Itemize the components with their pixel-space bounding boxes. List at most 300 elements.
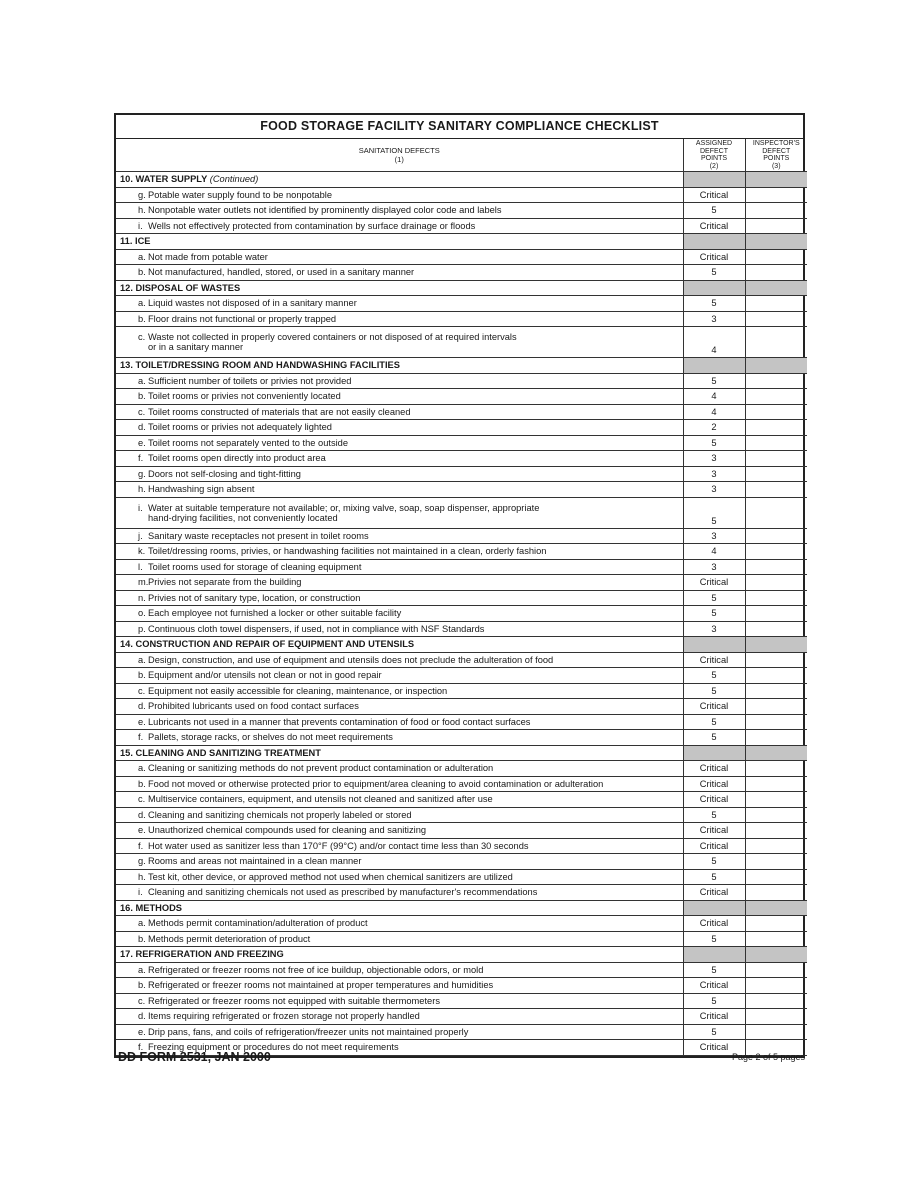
defect-description xyxy=(116,683,683,699)
defect-description xyxy=(116,869,683,885)
assigned-defect-points: 4 xyxy=(683,327,745,358)
item-letter: d. xyxy=(138,701,146,712)
inspector-defect-points-field[interactable] xyxy=(745,916,807,932)
checklist-item-row xyxy=(116,807,807,823)
inspector-defect-points-field[interactable] xyxy=(745,528,807,544)
defect-description xyxy=(116,823,683,839)
item-text: Freezing equipment or procedures do not meet requirements xyxy=(148,1042,399,1053)
item-letter: k. xyxy=(138,546,146,557)
item-text: Equipment and/or utensils not clean or not in good repair xyxy=(148,670,382,681)
item-text: Continuous cloth towel dispensers, if used, not in compliance with NSF Standards xyxy=(148,623,485,634)
item-text: Design, construction, and use of equipment and utensils does not preclude the adulteration of food xyxy=(148,654,554,665)
item-letter: d. xyxy=(138,1011,146,1022)
item-letter: c. xyxy=(138,332,146,342)
item-letter: m. xyxy=(138,577,149,588)
assigned-defect-points: 5 xyxy=(683,683,745,699)
inspector-defect-points-field[interactable] xyxy=(745,978,807,994)
shaded-cell xyxy=(683,900,745,916)
item-text-continued: or in a sanitary manner xyxy=(148,342,244,352)
checklist-item-row xyxy=(116,668,807,684)
section-title-text: 15. CLEANING AND SANITIZING TREATMENT xyxy=(120,747,321,758)
assigned-defect-points: 5 xyxy=(683,962,745,978)
inspector-defect-points-field[interactable] xyxy=(745,869,807,885)
assigned-defect-points: 5 xyxy=(683,265,745,281)
defect-description xyxy=(116,885,683,901)
checklist-item-row xyxy=(116,544,807,560)
defect-description xyxy=(116,931,683,947)
item-letter: a. xyxy=(138,763,146,774)
checklist-item-row xyxy=(116,730,807,746)
inspector-defect-points-field[interactable] xyxy=(745,854,807,870)
item-text: Methods permit deterioration of product xyxy=(148,933,311,944)
checklist-item-row xyxy=(116,249,807,265)
defect-description xyxy=(116,559,683,575)
inspector-defect-points-field[interactable] xyxy=(745,203,807,219)
item-letter: a. xyxy=(138,251,146,262)
inspector-defect-points-field[interactable] xyxy=(745,730,807,746)
checklist-item-row xyxy=(116,761,807,777)
checklist-item-row xyxy=(116,296,807,312)
inspector-defect-points-field[interactable] xyxy=(745,404,807,420)
inspector-defect-points-field[interactable] xyxy=(745,993,807,1009)
item-text: Water at suitable temperature not available; or, mixing valve, soap, soap dispenser, appropriate xyxy=(148,502,540,513)
item-text: Potable water supply found to be nonpotable xyxy=(148,189,333,200)
item-text: Items requiring refrigerated or frozen storage not properly handled xyxy=(148,1011,420,1022)
item-letter: j. xyxy=(138,530,143,541)
item-letter: a. xyxy=(138,918,146,929)
shaded-cell xyxy=(745,947,807,963)
checklist-item-row xyxy=(116,435,807,451)
column-header-inspector-points: INSPECTOR'S DEFECT POINTS (3) xyxy=(745,139,807,172)
item-text: Hot water used as sanitizer less than 170°F (99°C) and/or contact time less than 30 seconds xyxy=(148,840,529,851)
defect-description xyxy=(116,327,683,358)
defect-description xyxy=(116,373,683,389)
section-title xyxy=(116,280,683,296)
checklist-item-row xyxy=(116,962,807,978)
inspector-defect-points-field[interactable] xyxy=(745,823,807,839)
defect-description xyxy=(116,1009,683,1025)
section-title-text: 13. TOILET/DRESSING ROOM AND HANDWASHING FACILITIES xyxy=(120,360,400,371)
inspector-defect-points-field[interactable] xyxy=(745,807,807,823)
section-title-text: 16. METHODS xyxy=(120,902,182,913)
item-text-continued: hand-drying facilities, not conveniently located xyxy=(148,512,338,523)
inspector-defect-points-field[interactable] xyxy=(745,885,807,901)
assigned-defect-points: Critical xyxy=(683,792,745,808)
item-text: Floor drains not functional or properly trapped xyxy=(148,313,337,324)
assigned-defect-points: Critical xyxy=(683,249,745,265)
item-text: Test kit, other device, or approved method not used when chemical sanitizers are utilized xyxy=(148,871,513,882)
checklist-item-row xyxy=(116,590,807,606)
item-letter: e. xyxy=(138,825,146,836)
item-letter: i. xyxy=(138,887,143,898)
item-letter: a. xyxy=(138,654,146,665)
checklist-item-row xyxy=(116,1009,807,1025)
item-letter: c. xyxy=(138,685,146,696)
shaded-cell xyxy=(683,358,745,374)
inspector-defect-points-field[interactable] xyxy=(745,838,807,854)
checklist-item-row xyxy=(116,776,807,792)
assigned-defect-points: Critical xyxy=(683,838,745,854)
item-letter: h. xyxy=(138,871,146,882)
assigned-defect-points: Critical xyxy=(683,218,745,234)
defect-description xyxy=(116,528,683,544)
inspector-defect-points-field[interactable] xyxy=(745,575,807,591)
item-letter: f. xyxy=(138,732,144,743)
item-letter: b. xyxy=(138,933,146,944)
inspector-defect-points-field[interactable] xyxy=(745,652,807,668)
item-letter: g. xyxy=(138,189,146,200)
checklist-item-row xyxy=(116,916,807,932)
inspector-defect-points-field[interactable] xyxy=(745,668,807,684)
item-text: Toilet rooms used for storage of cleaning equipment xyxy=(148,561,362,572)
section-title xyxy=(116,900,683,916)
item-text: Toilet rooms or privies not adequately lighted xyxy=(148,422,332,433)
defect-description xyxy=(116,792,683,808)
shaded-cell xyxy=(745,637,807,653)
defect-description xyxy=(116,497,683,528)
item-text: Drip pans, fans, and coils of refrigeration/freezer units not maintained properly xyxy=(148,1026,469,1037)
assigned-defect-points: 5 xyxy=(683,869,745,885)
item-letter: h. xyxy=(138,205,146,216)
inspector-defect-points-field[interactable] xyxy=(745,683,807,699)
checklist-item-row xyxy=(116,699,807,715)
checklist-item-row xyxy=(116,575,807,591)
item-letter: c. xyxy=(138,794,146,805)
section-title-text: 12. DISPOSAL OF WASTES xyxy=(120,282,241,293)
inspector-defect-points-field[interactable] xyxy=(745,389,807,405)
checklist-item-row xyxy=(116,373,807,389)
inspector-defect-points-field[interactable] xyxy=(745,590,807,606)
checklist-item-row xyxy=(116,497,807,528)
shaded-cell xyxy=(745,234,807,250)
item-text: Toilet rooms open directly into product area xyxy=(148,453,326,464)
item-text: Methods permit contamination/adulteration of product xyxy=(148,918,368,929)
section-title-text: 17. REFRIGERATION AND FREEZING xyxy=(120,949,284,960)
defect-description xyxy=(116,854,683,870)
inspector-defect-points-field[interactable] xyxy=(745,699,807,715)
assigned-defect-points: 4 xyxy=(683,389,745,405)
assigned-defect-points: 3 xyxy=(683,451,745,467)
defect-description xyxy=(116,466,683,482)
checklist-item-row xyxy=(116,389,807,405)
column-header-row xyxy=(116,139,807,172)
inspector-defect-points-field[interactable] xyxy=(745,373,807,389)
section-continued-label: (Continued) xyxy=(209,174,259,185)
assigned-defect-points: 5 xyxy=(683,1024,745,1040)
item-letter: b. xyxy=(138,313,146,324)
assigned-defect-points: 5 xyxy=(683,807,745,823)
item-letter: i. xyxy=(138,220,143,231)
assigned-defect-points: Critical xyxy=(683,761,745,777)
item-letter: b. xyxy=(138,267,146,278)
defect-description xyxy=(116,714,683,730)
item-text: Cleaning and sanitizing chemicals not properly labeled or stored xyxy=(148,809,412,820)
checklist-item-row xyxy=(116,652,807,668)
defect-description xyxy=(116,838,683,854)
item-letter: d. xyxy=(138,422,146,433)
section-title-text: 10. WATER SUPPLY xyxy=(120,174,208,185)
checklist-item-row xyxy=(116,187,807,203)
item-letter: i. xyxy=(138,502,143,513)
section-header-row xyxy=(116,358,807,374)
item-letter: a. xyxy=(138,375,146,386)
defect-description xyxy=(116,1024,683,1040)
shaded-cell xyxy=(683,637,745,653)
checklist-item-row xyxy=(116,978,807,994)
defect-description xyxy=(116,435,683,451)
assigned-defect-points: 5 xyxy=(683,606,745,622)
checklist-item-row xyxy=(116,854,807,870)
section-title xyxy=(116,637,683,653)
defect-description xyxy=(116,962,683,978)
item-text: Each employee not furnished a locker or other suitable facility xyxy=(148,608,402,619)
defect-description xyxy=(116,389,683,405)
assigned-defect-points: 5 xyxy=(683,203,745,219)
shaded-cell xyxy=(683,745,745,761)
inspector-defect-points-field[interactable] xyxy=(745,466,807,482)
checklist-item-row xyxy=(116,823,807,839)
shaded-cell xyxy=(745,358,807,374)
inspector-defect-points-field[interactable] xyxy=(745,792,807,808)
item-text: Refrigerated or freezer rooms not equipped with suitable thermometers xyxy=(148,995,440,1006)
shaded-cell xyxy=(683,947,745,963)
assigned-defect-points: Critical xyxy=(683,885,745,901)
section-title-text: 14. CONSTRUCTION AND REPAIR OF EQUIPMENT AND UTENSILS xyxy=(120,639,415,650)
defect-description xyxy=(116,621,683,637)
shaded-cell xyxy=(745,280,807,296)
defect-description xyxy=(116,590,683,606)
checklist-table xyxy=(116,139,807,1056)
section-header-row xyxy=(116,947,807,963)
shaded-cell xyxy=(683,172,745,188)
checklist-item-row xyxy=(116,327,807,358)
defect-description xyxy=(116,404,683,420)
defect-description xyxy=(116,807,683,823)
item-text: Privies not of sanitary type, location, or construction xyxy=(148,592,361,603)
checklist-item-row xyxy=(116,466,807,482)
item-text: Equipment not easily accessible for cleaning, maintenance, or inspection xyxy=(148,685,448,696)
defect-description xyxy=(116,420,683,436)
shaded-cell xyxy=(745,745,807,761)
inspector-defect-points-field[interactable] xyxy=(745,482,807,498)
item-text: Toilet/dressing rooms, privies, or handwashing facilities not maintained in a clean, orderly fashion xyxy=(148,546,547,557)
form-id: DD FORM 2531, JAN 2000 xyxy=(118,1050,271,1064)
assigned-defect-points: Critical xyxy=(683,776,745,792)
inspector-defect-points-field[interactable] xyxy=(745,265,807,281)
assigned-defect-points: 3 xyxy=(683,311,745,327)
item-letter: f. xyxy=(138,840,144,851)
item-letter: d. xyxy=(138,809,146,820)
item-text: Pallets, storage racks, or shelves do not meet requirements xyxy=(148,732,393,743)
inspector-defect-points-field[interactable] xyxy=(745,435,807,451)
item-letter: o. xyxy=(138,608,146,619)
item-text: Doors not self-closing and tight-fitting xyxy=(148,468,301,479)
assigned-defect-points: 2 xyxy=(683,420,745,436)
item-text: Sufficient number of toilets or privies not provided xyxy=(148,375,352,386)
checklist-item-row xyxy=(116,606,807,622)
item-text: Rooms and areas not maintained in a clean manner xyxy=(148,856,362,867)
page-number: Page 2 of 5 pages xyxy=(731,1052,805,1062)
checklist-item-row xyxy=(116,993,807,1009)
defect-description xyxy=(116,730,683,746)
checklist-item-row xyxy=(116,404,807,420)
section-header-row xyxy=(116,234,807,250)
checklist-item-row xyxy=(116,559,807,575)
item-text: Sanitary waste receptacles not present in toilet rooms xyxy=(148,530,369,541)
section-title-text: 11. ICE xyxy=(120,236,151,247)
assigned-defect-points: 5 xyxy=(683,668,745,684)
checklist-item-row xyxy=(116,1024,807,1040)
section-header-row xyxy=(116,745,807,761)
section-title xyxy=(116,172,683,188)
shaded-cell xyxy=(745,172,807,188)
assigned-defect-points: Critical xyxy=(683,699,745,715)
inspector-defect-points-field[interactable] xyxy=(745,962,807,978)
item-text: Prohibited lubricants used on food contact surfaces xyxy=(148,701,359,712)
checklist-item-row xyxy=(116,203,807,219)
inspector-defect-points-field[interactable] xyxy=(745,497,807,528)
item-text: Waste not collected in properly covered containers or not disposed of at required intervals xyxy=(148,332,517,342)
inspector-defect-points-field[interactable] xyxy=(745,420,807,436)
inspector-defect-points-field[interactable] xyxy=(745,621,807,637)
defect-description xyxy=(116,249,683,265)
section-header-row xyxy=(116,637,807,653)
shaded-cell xyxy=(745,900,807,916)
assigned-defect-points: 5 xyxy=(683,435,745,451)
assigned-defect-points: Critical xyxy=(683,187,745,203)
assigned-defect-points: Critical xyxy=(683,978,745,994)
defect-description xyxy=(116,187,683,203)
checklist-item-row xyxy=(116,683,807,699)
shaded-cell xyxy=(683,234,745,250)
item-letter: a. xyxy=(138,964,146,975)
inspector-defect-points-field[interactable] xyxy=(745,327,807,358)
section-title xyxy=(116,234,683,250)
inspector-defect-points-field[interactable] xyxy=(745,187,807,203)
assigned-defect-points: 5 xyxy=(683,296,745,312)
item-letter: f. xyxy=(138,453,144,464)
item-letter: b. xyxy=(138,980,146,991)
column-header-sanitation-defects: SANITATION DEFECTS (1) xyxy=(116,139,683,172)
assigned-defect-points: Critical xyxy=(683,575,745,591)
item-letter: c. xyxy=(138,995,146,1006)
defect-description xyxy=(116,916,683,932)
defect-description xyxy=(116,296,683,312)
item-text: Refrigerated or freezer rooms not free of ice buildup, objectionable odors, or mold xyxy=(148,964,484,975)
assigned-defect-points: Critical xyxy=(683,823,745,839)
section-title xyxy=(116,358,683,374)
item-text: Wells not effectively protected from contamination by surface drainage or floods xyxy=(148,220,476,231)
section-title xyxy=(116,745,683,761)
checklist-item-row xyxy=(116,838,807,854)
item-text: Cleaning and sanitizing chemicals not used as prescribed by manufacturer's recommendations xyxy=(148,887,538,898)
defect-description xyxy=(116,203,683,219)
item-text: Lubricants not used in a manner that prevents contamination of food or food contact surfaces xyxy=(148,716,531,727)
inspector-defect-points-field[interactable] xyxy=(745,776,807,792)
checklist-item-row xyxy=(116,218,807,234)
defect-description xyxy=(116,978,683,994)
section-header-row xyxy=(116,172,807,188)
inspector-defect-points-field[interactable] xyxy=(745,451,807,467)
form-title: FOOD STORAGE FACILITY SANITARY COMPLIANCE CHECKLIST xyxy=(116,115,803,139)
assigned-defect-points: 5 xyxy=(683,854,745,870)
defect-description xyxy=(116,451,683,467)
inspector-defect-points-field[interactable] xyxy=(745,311,807,327)
item-letter: e. xyxy=(138,1026,146,1037)
inspector-defect-points-field[interactable] xyxy=(745,544,807,560)
item-text: Toilet rooms constructed of materials that are not easily cleaned xyxy=(148,406,411,417)
assigned-defect-points: 3 xyxy=(683,466,745,482)
checklist-item-row xyxy=(116,420,807,436)
inspector-defect-points-field[interactable] xyxy=(745,606,807,622)
section-title xyxy=(116,947,683,963)
inspector-defect-points-field[interactable] xyxy=(745,761,807,777)
assigned-defect-points: Critical xyxy=(683,916,745,932)
inspector-defect-points-field[interactable] xyxy=(745,1009,807,1025)
assigned-defect-points: 3 xyxy=(683,621,745,637)
item-letter: g. xyxy=(138,856,146,867)
inspector-defect-points-field[interactable] xyxy=(745,249,807,265)
assigned-defect-points: 5 xyxy=(683,730,745,746)
item-text: Privies not separate from the building xyxy=(148,577,302,588)
item-text: Not manufactured, handled, stored, or used in a sanitary manner xyxy=(148,267,415,278)
checklist-item-row xyxy=(116,931,807,947)
item-text: Food not moved or otherwise protected prior to equipment/area cleaning to avoid contamination or adulteration xyxy=(148,778,604,789)
section-header-row xyxy=(116,280,807,296)
item-text: Nonpotable water outlets not identified by prominently displayed color code and labels xyxy=(148,205,502,216)
checklist-item-row xyxy=(116,451,807,467)
item-letter: p. xyxy=(138,623,146,634)
inspector-defect-points-field[interactable] xyxy=(745,931,807,947)
defect-description xyxy=(116,668,683,684)
item-text: Toilet rooms or privies not conveniently located xyxy=(148,391,341,402)
inspector-defect-points-field[interactable] xyxy=(745,714,807,730)
inspector-defect-points-field[interactable] xyxy=(745,296,807,312)
item-letter: b. xyxy=(138,391,146,402)
inspector-defect-points-field[interactable] xyxy=(745,1024,807,1040)
assigned-defect-points: Critical xyxy=(683,1009,745,1025)
defect-description xyxy=(116,699,683,715)
assigned-defect-points: 5 xyxy=(683,373,745,389)
checklist-item-row xyxy=(116,885,807,901)
assigned-defect-points: 5 xyxy=(683,590,745,606)
item-text: Multiservice containers, equipment, and utensils not cleaned and sanitized after use xyxy=(148,794,493,805)
assigned-defect-points: 5 xyxy=(683,497,745,528)
item-letter: h. xyxy=(138,484,146,495)
assigned-defect-points: 3 xyxy=(683,559,745,575)
assigned-defect-points: 3 xyxy=(683,528,745,544)
column-header-assigned-points: ASSIGNED DEFECT POINTS (2) xyxy=(683,139,745,172)
inspector-defect-points-field[interactable] xyxy=(745,559,807,575)
defect-description xyxy=(116,544,683,560)
checklist-item-row xyxy=(116,311,807,327)
section-header-row xyxy=(116,900,807,916)
item-text: Refrigerated or freezer rooms not maintained at proper temperatures and humidities xyxy=(148,980,494,991)
item-letter: n. xyxy=(138,592,146,603)
item-letter: b. xyxy=(138,778,146,789)
defect-description xyxy=(116,993,683,1009)
item-letter: e. xyxy=(138,437,146,448)
inspector-defect-points-field[interactable] xyxy=(745,218,807,234)
item-letter: l. xyxy=(138,561,143,572)
shaded-cell xyxy=(683,280,745,296)
item-letter: e. xyxy=(138,716,146,727)
defect-description xyxy=(116,652,683,668)
item-text: Liquid wastes not disposed of in a sanitary manner xyxy=(148,298,357,309)
checklist-item-row xyxy=(116,482,807,498)
defect-description xyxy=(116,311,683,327)
assigned-defect-points: 4 xyxy=(683,544,745,560)
